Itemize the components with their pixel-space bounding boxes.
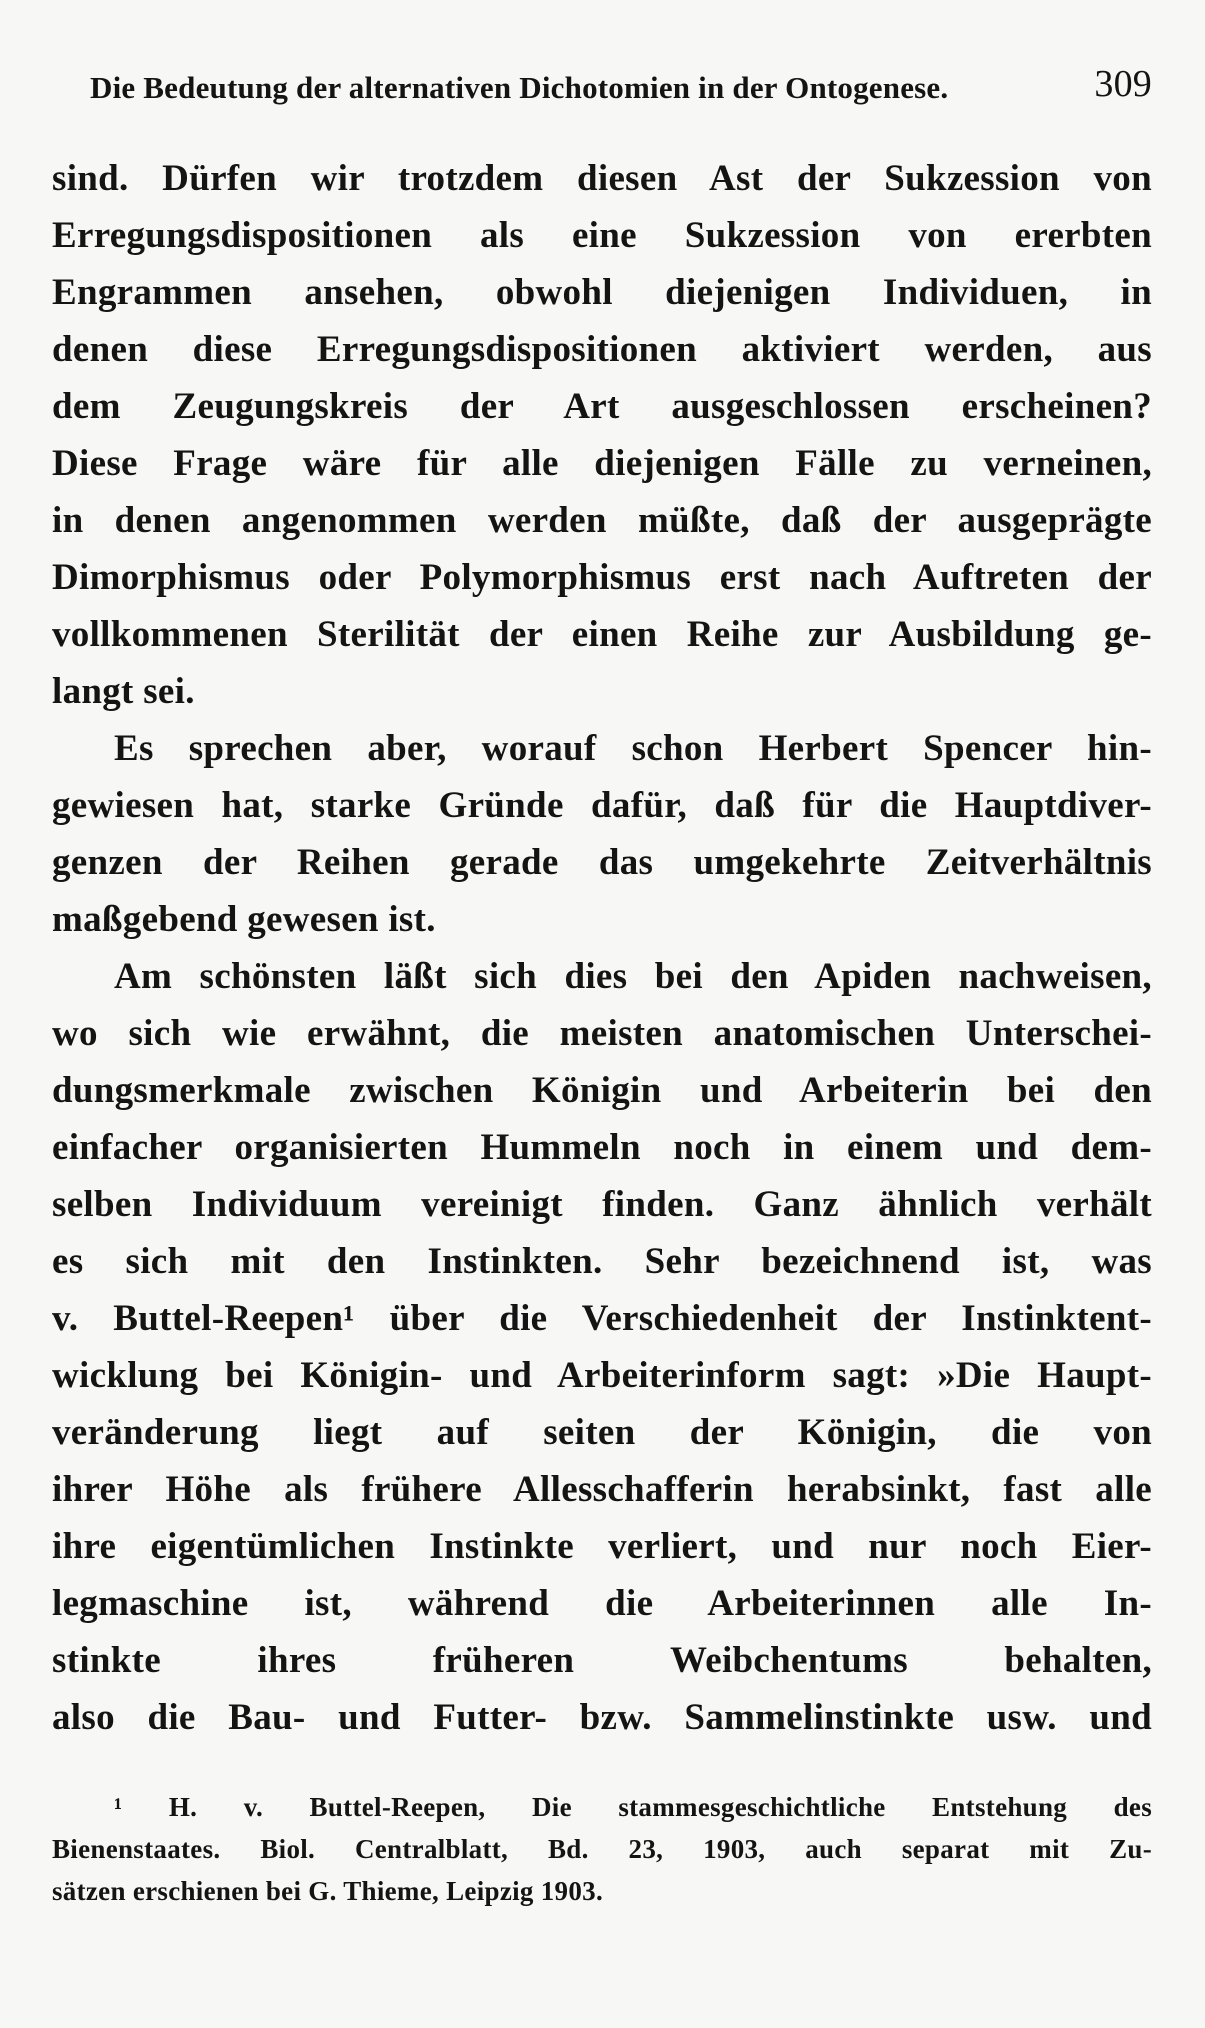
text-line: wo sich wie erwähnt, die meisten anatomischen Unterschei- — [52, 1013, 1152, 1054]
page-number: 309 — [1094, 63, 1152, 105]
text-line: Diese Frage wäre für alle diejenigen Fälle zu verneinen, — [52, 443, 1152, 484]
text-line: vollkommenen Sterilität der einen Reihe zur Ausbildung ge- — [52, 614, 1152, 655]
body-text — [52, 150, 1152, 1746]
text-line: gewiesen hat, starke Gründe dafür, daß für die Hauptdiver- — [52, 785, 1152, 826]
footnote-line: sätzen erschienen bei G. Thieme, Leipzig 1903. — [52, 1876, 604, 1906]
text-line: Am schönsten läßt sich dies bei den Apiden nachweisen, — [114, 956, 1152, 997]
running-title: Die Bedeutung der alternativen Dichotomien in der Ontogenese. — [90, 70, 949, 105]
text-line: dungsmerkmale zwischen Königin und Arbeiterin bei den — [52, 1070, 1152, 1111]
text-line: in denen angenommen werden müßte, daß der ausgeprägte — [52, 500, 1152, 541]
text-line: selben Individuum vereinigt finden. Ganz ähnlich verhält — [52, 1184, 1152, 1225]
text-line: langt sei. — [52, 671, 195, 712]
text-line: ihrer Höhe als frühere Allesschafferin herabsinkt, fast alle — [52, 1469, 1152, 1510]
text-line: Dimorphismus oder Polymorphismus erst nach Auftreten der — [52, 557, 1152, 598]
text-line: wicklung bei Königin- und Arbeiterinform sagt: »Die Haupt- — [52, 1355, 1152, 1396]
book-page — [52, 62, 1152, 1912]
text-line: einfacher organisierten Hummeln noch in einem und dem- — [52, 1127, 1152, 1168]
footnote-line: ¹ H. v. Buttel-Reepen, Die stammesgeschichtliche Entstehung des — [114, 1792, 1152, 1822]
text-line: Erregungsdispositionen als eine Sukzession von ererbten — [52, 215, 1152, 256]
text-line: stinkte ihres früheren Weibchentums behalten, — [52, 1640, 1152, 1681]
text-line: veränderung liegt auf seiten der Königin, die von — [52, 1412, 1152, 1453]
text-line: es sich mit den Instinkten. Sehr bezeichnend ist, was — [52, 1241, 1152, 1282]
footnote-line: Bienenstaates. Biol. Centralblatt, Bd. 23, 1903, auch separat mit Zu- — [52, 1834, 1152, 1864]
text-line: denen diese Erregungsdispositionen aktiviert werden, aus — [52, 329, 1152, 370]
text-line: Engrammen ansehen, obwohl diejenigen Individuen, in — [52, 272, 1152, 313]
text-line: dem Zeugungskreis der Art ausgeschlossen erscheinen? — [52, 386, 1152, 427]
footnote — [52, 1786, 1152, 1912]
text-line: Es sprechen aber, worauf schon Herbert Spencer hin- — [114, 728, 1152, 769]
text-line: also die Bau- und Futter- bzw. Sammelinstinkte usw. und — [52, 1697, 1152, 1738]
text-line: sind. Dürfen wir trotzdem diesen Ast der Sukzession von — [52, 158, 1152, 199]
text-line: maßgebend gewesen ist. — [52, 899, 436, 940]
text-line: genzen der Reihen gerade das umgekehrte Zeitverhältnis — [52, 842, 1152, 883]
text-line: ihre eigentümlichen Instinkte verliert, und nur noch Eier- — [52, 1526, 1152, 1567]
text-line: legmaschine ist, während die Arbeiterinnen alle In- — [52, 1583, 1152, 1624]
text-line: v. Buttel-Reepen¹ über die Verschiedenheit der Instinktent- — [52, 1298, 1152, 1339]
page-header — [52, 62, 1152, 132]
